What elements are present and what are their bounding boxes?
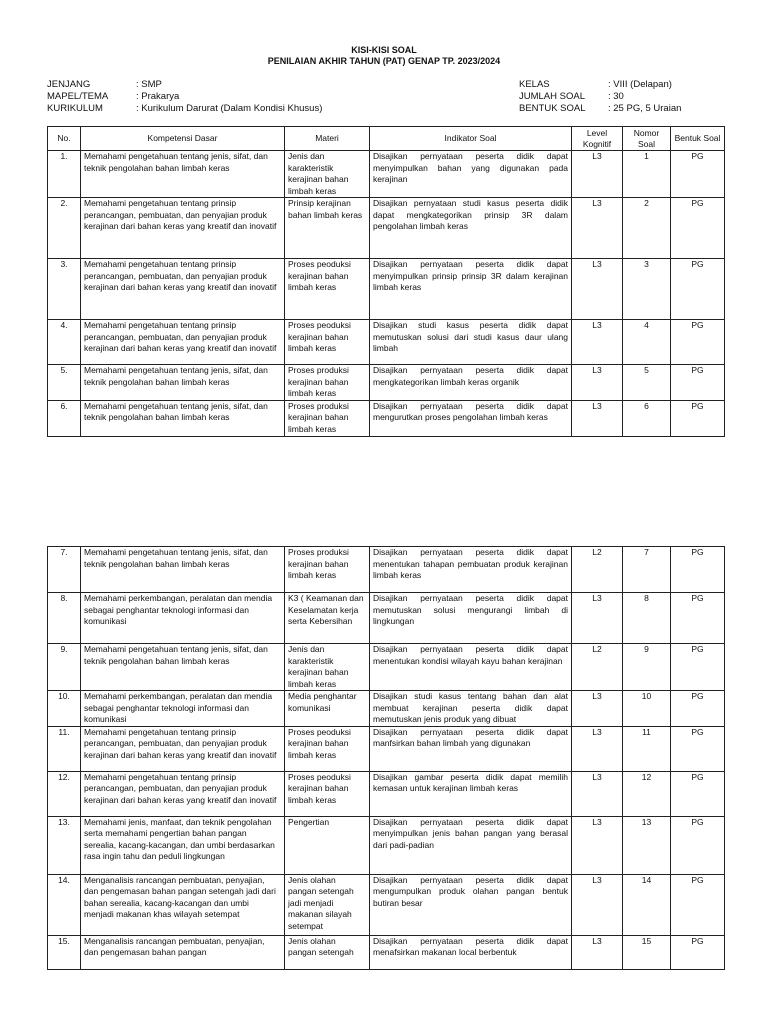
level-kognitif-cell: L3: [572, 726, 623, 771]
table-row: [48, 547, 725, 593]
table-row: [48, 691, 725, 727]
bentuk-soal-cell: PG: [671, 151, 725, 198]
bentuk-soal-cell: PG: [671, 198, 725, 259]
row-number: 10.: [48, 691, 81, 727]
meta-value: : 25 PG, 5 Uraian: [608, 103, 682, 114]
nomor-soal-cell: 7: [623, 547, 671, 593]
bentuk-soal-cell: PG: [671, 644, 725, 691]
materi-cell: Proses peoduksi kerajinan bahan limbah keras: [285, 771, 370, 816]
nomor-soal-cell: 10: [623, 691, 671, 727]
row-number: 14.: [48, 874, 81, 935]
row-number: 12.: [48, 771, 81, 816]
indikator-soal-cell: Disajikan pernyataan peserta didik dapat mengkategorikan limbah keras organik: [370, 365, 572, 401]
indikator-soal-cell: Disajikan pernyataan peserta didik dapat menyimpulkan jenis bahan pangan yang berasal dari padi-padian: [370, 816, 572, 874]
row-number: 5.: [48, 365, 81, 401]
materi-cell: Jenis dan karakteristik kerajinan bahan limbah keras: [285, 644, 370, 691]
kompetensi-dasar-cell: Memahami pengetahuan tentang prinsip perancangan, pembuatan, dan penyajian produk kerajinan dari bahan keras yang kreatif dan inovatif: [81, 726, 285, 771]
level-kognitif-cell: L2: [572, 547, 623, 593]
level-kognitif-cell: L3: [572, 365, 623, 401]
header-level-kognitif: Level Kognitif: [572, 127, 623, 151]
level-kognitif-cell: L3: [572, 198, 623, 259]
table-body-part-2: [48, 547, 725, 970]
nomor-soal-cell: 2: [623, 198, 671, 259]
meta-left: [47, 79, 322, 115]
indikator-soal-cell: Disajikan pernyataan peserta didik dapat mengumpulkan produk olahan pangan bentuk butiran besar: [370, 874, 572, 935]
row-number: 4.: [48, 320, 81, 365]
kisi-kisi-table-part-1: [47, 126, 725, 437]
document-title: KISI-KISI SOAL: [351, 45, 417, 55]
row-number: 8.: [48, 593, 81, 644]
bentuk-soal-cell: PG: [671, 259, 725, 320]
kompetensi-dasar-cell: Memahami pengetahuan tentang jenis, sifat, dan teknik pengolahan bahan limbah keras: [81, 365, 285, 401]
table-header-row: [48, 127, 725, 151]
bentuk-soal-cell: PG: [671, 320, 725, 365]
level-kognitif-cell: L2: [572, 644, 623, 691]
indikator-soal-cell: Disajikan pernyataan peserta didik dapat manfsirkan bahan limbah yang digunakan: [370, 726, 572, 771]
indikator-soal-cell: Disajikan studi kasus peserta didik dapat memutuskan solusi dari studi kasus daur ulang limbah: [370, 320, 572, 365]
table-row: [48, 644, 725, 691]
level-kognitif-cell: L3: [572, 320, 623, 365]
materi-cell: Jenis olahan pangan setengah: [285, 935, 370, 969]
nomor-soal-cell: 5: [623, 365, 671, 401]
kompetensi-dasar-cell: Memahami pengetahuan tentang jenis, sifat, dan teknik pengolahan bahan limbah keras: [81, 400, 285, 436]
indikator-soal-cell: Disajikan pernyataan peserta didik dapat menentukan tahapan pembuatan produk kerajinan limbah keras: [370, 547, 572, 593]
kisi-kisi-table-part-2: [47, 546, 725, 970]
table-row: [48, 198, 725, 259]
nomor-soal-cell: 11: [623, 726, 671, 771]
nomor-soal-cell: 9: [623, 644, 671, 691]
table-row: [48, 151, 725, 198]
table-row: [48, 874, 725, 935]
meta-right: [519, 79, 681, 115]
nomor-soal-cell: 12: [623, 771, 671, 816]
table-row: [48, 400, 725, 436]
meta-kurikulum: [47, 103, 322, 115]
level-kognitif-cell: L3: [572, 691, 623, 727]
kompetensi-dasar-cell: Memahami pengetahuan tentang prinsip perancangan, pembuatan, dan penyajian produk kerajinan dari bahan keras yang kreatif dan inovatif: [81, 320, 285, 365]
materi-cell: Proses produksi kerajinan bahan limbah keras: [285, 547, 370, 593]
materi-cell: Proses peoduksi kerajinan bahan limbah keras: [285, 726, 370, 771]
meta-key: MAPEL/TEMA: [47, 91, 109, 102]
materi-cell: Proses produksi kerajinan bahan limbah keras: [285, 400, 370, 436]
indikator-soal-cell: Disajikan studi kasus tentang bahan dan alat membuat kerajinan peserta didik dapat memutuskan jenis produk yang dibuat: [370, 691, 572, 727]
indikator-soal-cell: Disajikan pernyataan studi kasus peserta didik dapat mengkategorikan prinsip 3R dalam pengolahan limbah keras: [370, 198, 572, 259]
header-indikator-soal: Indikator Soal: [370, 127, 572, 151]
bentuk-soal-cell: PG: [671, 400, 725, 436]
row-number: 6.: [48, 400, 81, 436]
level-kognitif-cell: L3: [572, 816, 623, 874]
row-number: 11.: [48, 726, 81, 771]
kompetensi-dasar-cell: Memahami pengetahuan tentang prinsip perancangan, pembuatan, dan penyajian produk kerajinan dari bahan keras yang kreatif dan inovatif: [81, 259, 285, 320]
row-number: 7.: [48, 547, 81, 593]
kompetensi-dasar-cell: Menganalisis rancangan pembuatan, penyajian, dan pengemasan bahan pangan: [81, 935, 285, 969]
level-kognitif-cell: L3: [572, 771, 623, 816]
meta-key: JENJANG: [47, 79, 91, 90]
bentuk-soal-cell: PG: [671, 726, 725, 771]
materi-cell: Jenis olahan pangan setengah jadi menjadi makanan silayah setempat: [285, 874, 370, 935]
bentuk-soal-cell: PG: [671, 593, 725, 644]
materi-cell: Jenis dan karakteristik kerajinan bahan limbah keras: [285, 151, 370, 198]
indikator-soal-cell: Disajikan pernyataan peserta didik dapat menyimpulkan prinsip prinsip 3R dalam kerajinan limbah keras: [370, 259, 572, 320]
table-row: [48, 320, 725, 365]
bentuk-soal-cell: PG: [671, 771, 725, 816]
indikator-soal-cell: Disajikan pernyataan peserta didik dapat memutuskan solusi mengurangi limbah di lingkungan: [370, 593, 572, 644]
level-kognitif-cell: L3: [572, 874, 623, 935]
row-number: 15.: [48, 935, 81, 969]
row-number: 3.: [48, 259, 81, 320]
table-row: [48, 816, 725, 874]
row-number: 13.: [48, 816, 81, 874]
materi-cell: Prinsip kerajinan bahan limbah keras: [285, 198, 370, 259]
kompetensi-dasar-cell: Memahami perkembangan, peralatan dan mendia sebagai penghantar teknologi informasi dan komunikasi: [81, 691, 285, 727]
nomor-soal-cell: 14: [623, 874, 671, 935]
kompetensi-dasar-cell: Memahami pengetahuan tentang jenis, sifat, dan teknik pengolahan bahan limbah keras: [81, 151, 285, 198]
row-number: 9.: [48, 644, 81, 691]
meta-jumlah-soal: [519, 91, 681, 103]
bentuk-soal-cell: PG: [671, 874, 725, 935]
materi-cell: Proses produksi kerajinan bahan limbah keras: [285, 365, 370, 401]
table-row: [48, 593, 725, 644]
bentuk-soal-cell: PG: [671, 691, 725, 727]
meta-key: KELAS: [519, 79, 550, 90]
nomor-soal-cell: 3: [623, 259, 671, 320]
materi-cell: Media penghantar komunikasi: [285, 691, 370, 727]
materi-cell: Pengertian: [285, 816, 370, 874]
meta-key: JUMLAH SOAL: [519, 91, 585, 102]
header-bentuk-soal: Bentuk Soal: [671, 127, 725, 151]
nomor-soal-cell: 8: [623, 593, 671, 644]
meta-key: KURIKULUM: [47, 103, 103, 114]
level-kognitif-cell: L3: [572, 259, 623, 320]
nomor-soal-cell: 1: [623, 151, 671, 198]
indikator-soal-cell: Disajikan pernyataan peserta didik dapat menentukan kondisi wilayah kayu bahan kerajinan: [370, 644, 572, 691]
header-materi: Materi: [285, 127, 370, 151]
nomor-soal-cell: 15: [623, 935, 671, 969]
meta-bentuk-soal: [519, 103, 681, 115]
kompetensi-dasar-cell: Memahami pengetahuan tentang jenis, sifat, dan teknik pengolahan bahan limbah keras: [81, 644, 285, 691]
nomor-soal-cell: 6: [623, 400, 671, 436]
level-kognitif-cell: L3: [572, 151, 623, 198]
kompetensi-dasar-cell: Memahami pengetahuan tentang prinsip perancangan, pembuatan, dan penyajian produk kerajinan dari bahan keras yang kreatif dan inovatif: [81, 198, 285, 259]
bentuk-soal-cell: PG: [671, 365, 725, 401]
meta-value: : VIII (Delapan): [608, 79, 672, 90]
indikator-soal-cell: Disajikan pernyataan peserta didik dapat menyimpulkan bahan yang digunakan pada kerajinan: [370, 151, 572, 198]
header-no: No.: [48, 127, 81, 151]
bentuk-soal-cell: PG: [671, 935, 725, 969]
materi-cell: Proses peoduksi kerajinan bahan limbah keras: [285, 259, 370, 320]
meta-jenjang: [47, 79, 322, 91]
row-number: 1.: [48, 151, 81, 198]
meta-value: : 30: [608, 91, 624, 102]
meta-mapel: [47, 91, 322, 103]
nomor-soal-cell: 4: [623, 320, 671, 365]
bentuk-soal-cell: PG: [671, 547, 725, 593]
meta-key: BENTUK SOAL: [519, 103, 586, 114]
kompetensi-dasar-cell: Memahami perkembangan, peralatan dan mendia sebagai penghantar teknologi informasi dan komunikasi: [81, 593, 285, 644]
meta-kelas: [519, 79, 681, 91]
kompetensi-dasar-cell: Memahami jenis, manfaat, dan teknik pengolahan serta memahami pengertian bahan pangan serealia, kacang-kacangan, dan umbi berdasarkan rasa ingin tahu dan peduli lingkungan: [81, 816, 285, 874]
bentuk-soal-cell: PG: [671, 816, 725, 874]
level-kognitif-cell: L3: [572, 400, 623, 436]
level-kognitif-cell: L3: [572, 935, 623, 969]
materi-cell: K3 ( Keamanan dan Keselamatan kerja serta Kebersihan: [285, 593, 370, 644]
indikator-soal-cell: Disajikan pernyataan peserta didik dapat mengurutkan proses pengolahan limbah keras: [370, 400, 572, 436]
nomor-soal-cell: 13: [623, 816, 671, 874]
meta-value: : SMP: [136, 79, 162, 90]
header-kompetensi-dasar: Kompetensi Dasar: [81, 127, 285, 151]
header-nomor-soal: Nomor Soal: [623, 127, 671, 151]
meta-value: : Prakarya: [136, 91, 180, 102]
table-body-part-1: [48, 151, 725, 437]
level-kognitif-cell: L3: [572, 593, 623, 644]
table-row: [48, 935, 725, 969]
materi-cell: Proses peoduksi kerajinan bahan limbah keras: [285, 320, 370, 365]
indikator-soal-cell: Disajikan pernyataan peserta didik dapat menafsirkan makanan local berbentuk: [370, 935, 572, 969]
indikator-soal-cell: Disajikan gambar peserta didik dapat memilih kemasan untuk kerajinan limbah keras: [370, 771, 572, 816]
table-row: [48, 259, 725, 320]
table-row: [48, 771, 725, 816]
kompetensi-dasar-cell: Memahami pengetahuan tentang jenis, sifat, dan teknik pengolahan bahan limbah keras: [81, 547, 285, 593]
row-number: 2.: [48, 198, 81, 259]
kompetensi-dasar-cell: Menganalisis rancangan pembuatan, penyajian, dan pengemasan bahan pangan setengah jadi dari bahan serealia, kacang-kacangan dan umbi menjadi makanan khas wilayah setempat: [81, 874, 285, 935]
table-row: [48, 365, 725, 401]
document-subtitle: PENILAIAN AKHIR TAHUN (PAT) GENAP TP. 2023/2024: [267, 56, 501, 66]
table-row: [48, 726, 725, 771]
meta-value: : Kurikulum Darurat (Dalam Kondisi Khusus): [136, 103, 323, 114]
kompetensi-dasar-cell: Memahami pengetahuan tentang prinsip perancangan, pembuatan, dan penyajian produk kerajinan dari bahan keras yang kreatif dan inovatif: [81, 771, 285, 816]
